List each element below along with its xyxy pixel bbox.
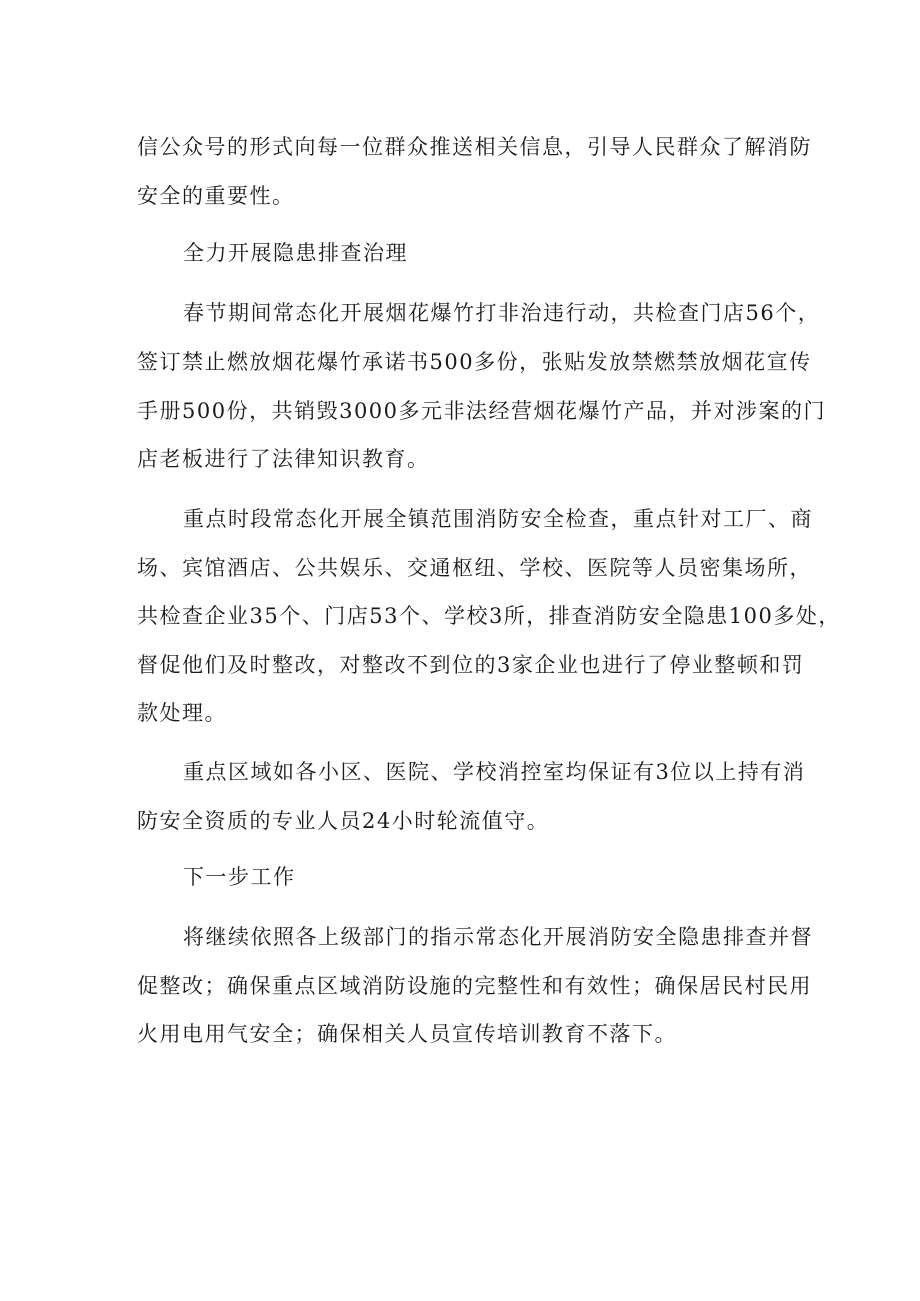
paragraph-line: 手册500份，共销毁3000多元非法经营烟花爆竹产品，并对涉案的门 (137, 399, 827, 423)
paragraph-line: 重点时段常态化开展全镇范围消防安全检查，重点针对工厂、商 (183, 507, 813, 531)
paragraph-line: 将继续依照各上级部门的指示常态化开展消防安全隐患排查并督 (183, 925, 813, 949)
section-heading: 全力开展隐患排查治理 (183, 241, 408, 265)
paragraph-line: 火用电用气安全；确保相关人员宣传培训教育不落下。 (137, 1022, 677, 1046)
paragraph-line: 促整改；确保重点区域消防设施的完整性和有效性；确保居民村民用 (137, 974, 812, 998)
paragraph-line: 场、宾馆酒店、公共娱乐、交通枢纽、学校、医院等人员密集场所， (137, 556, 812, 580)
paragraph-line: 督促他们及时整改，对整改不到位的3家企业也进行了停业整顿和罚 (137, 653, 805, 677)
paragraph-line: 信公众号的形式向每一位群众推送相关信息，引导人民群众了解消防 (137, 135, 812, 159)
paragraph-line: 款处理。 (137, 701, 227, 725)
paragraph-line: 安全的重要性。 (137, 184, 295, 208)
paragraph-line: 店老板进行了法律知识教育。 (137, 447, 430, 471)
paragraph-line: 签订禁止燃放烟花爆竹承诺书500多份，张贴发放禁燃禁放烟花宣传 (137, 350, 812, 374)
paragraph-line: 重点区域如各小区、医院、学校消控室均保证有3位以上持有消 (183, 760, 806, 784)
section-heading: 下一步工作 (183, 865, 296, 889)
paragraph-line: 春节期间常态化开展烟花爆竹打非治违行动，共检查门店56个， (183, 301, 821, 325)
paragraph-line: 防安全资质的专业人员24小时轮流值守。 (137, 809, 550, 833)
paragraph-line: 共检查企业35个、门店53个、学校3所，排查消防安全隐患100多处， (137, 604, 841, 628)
